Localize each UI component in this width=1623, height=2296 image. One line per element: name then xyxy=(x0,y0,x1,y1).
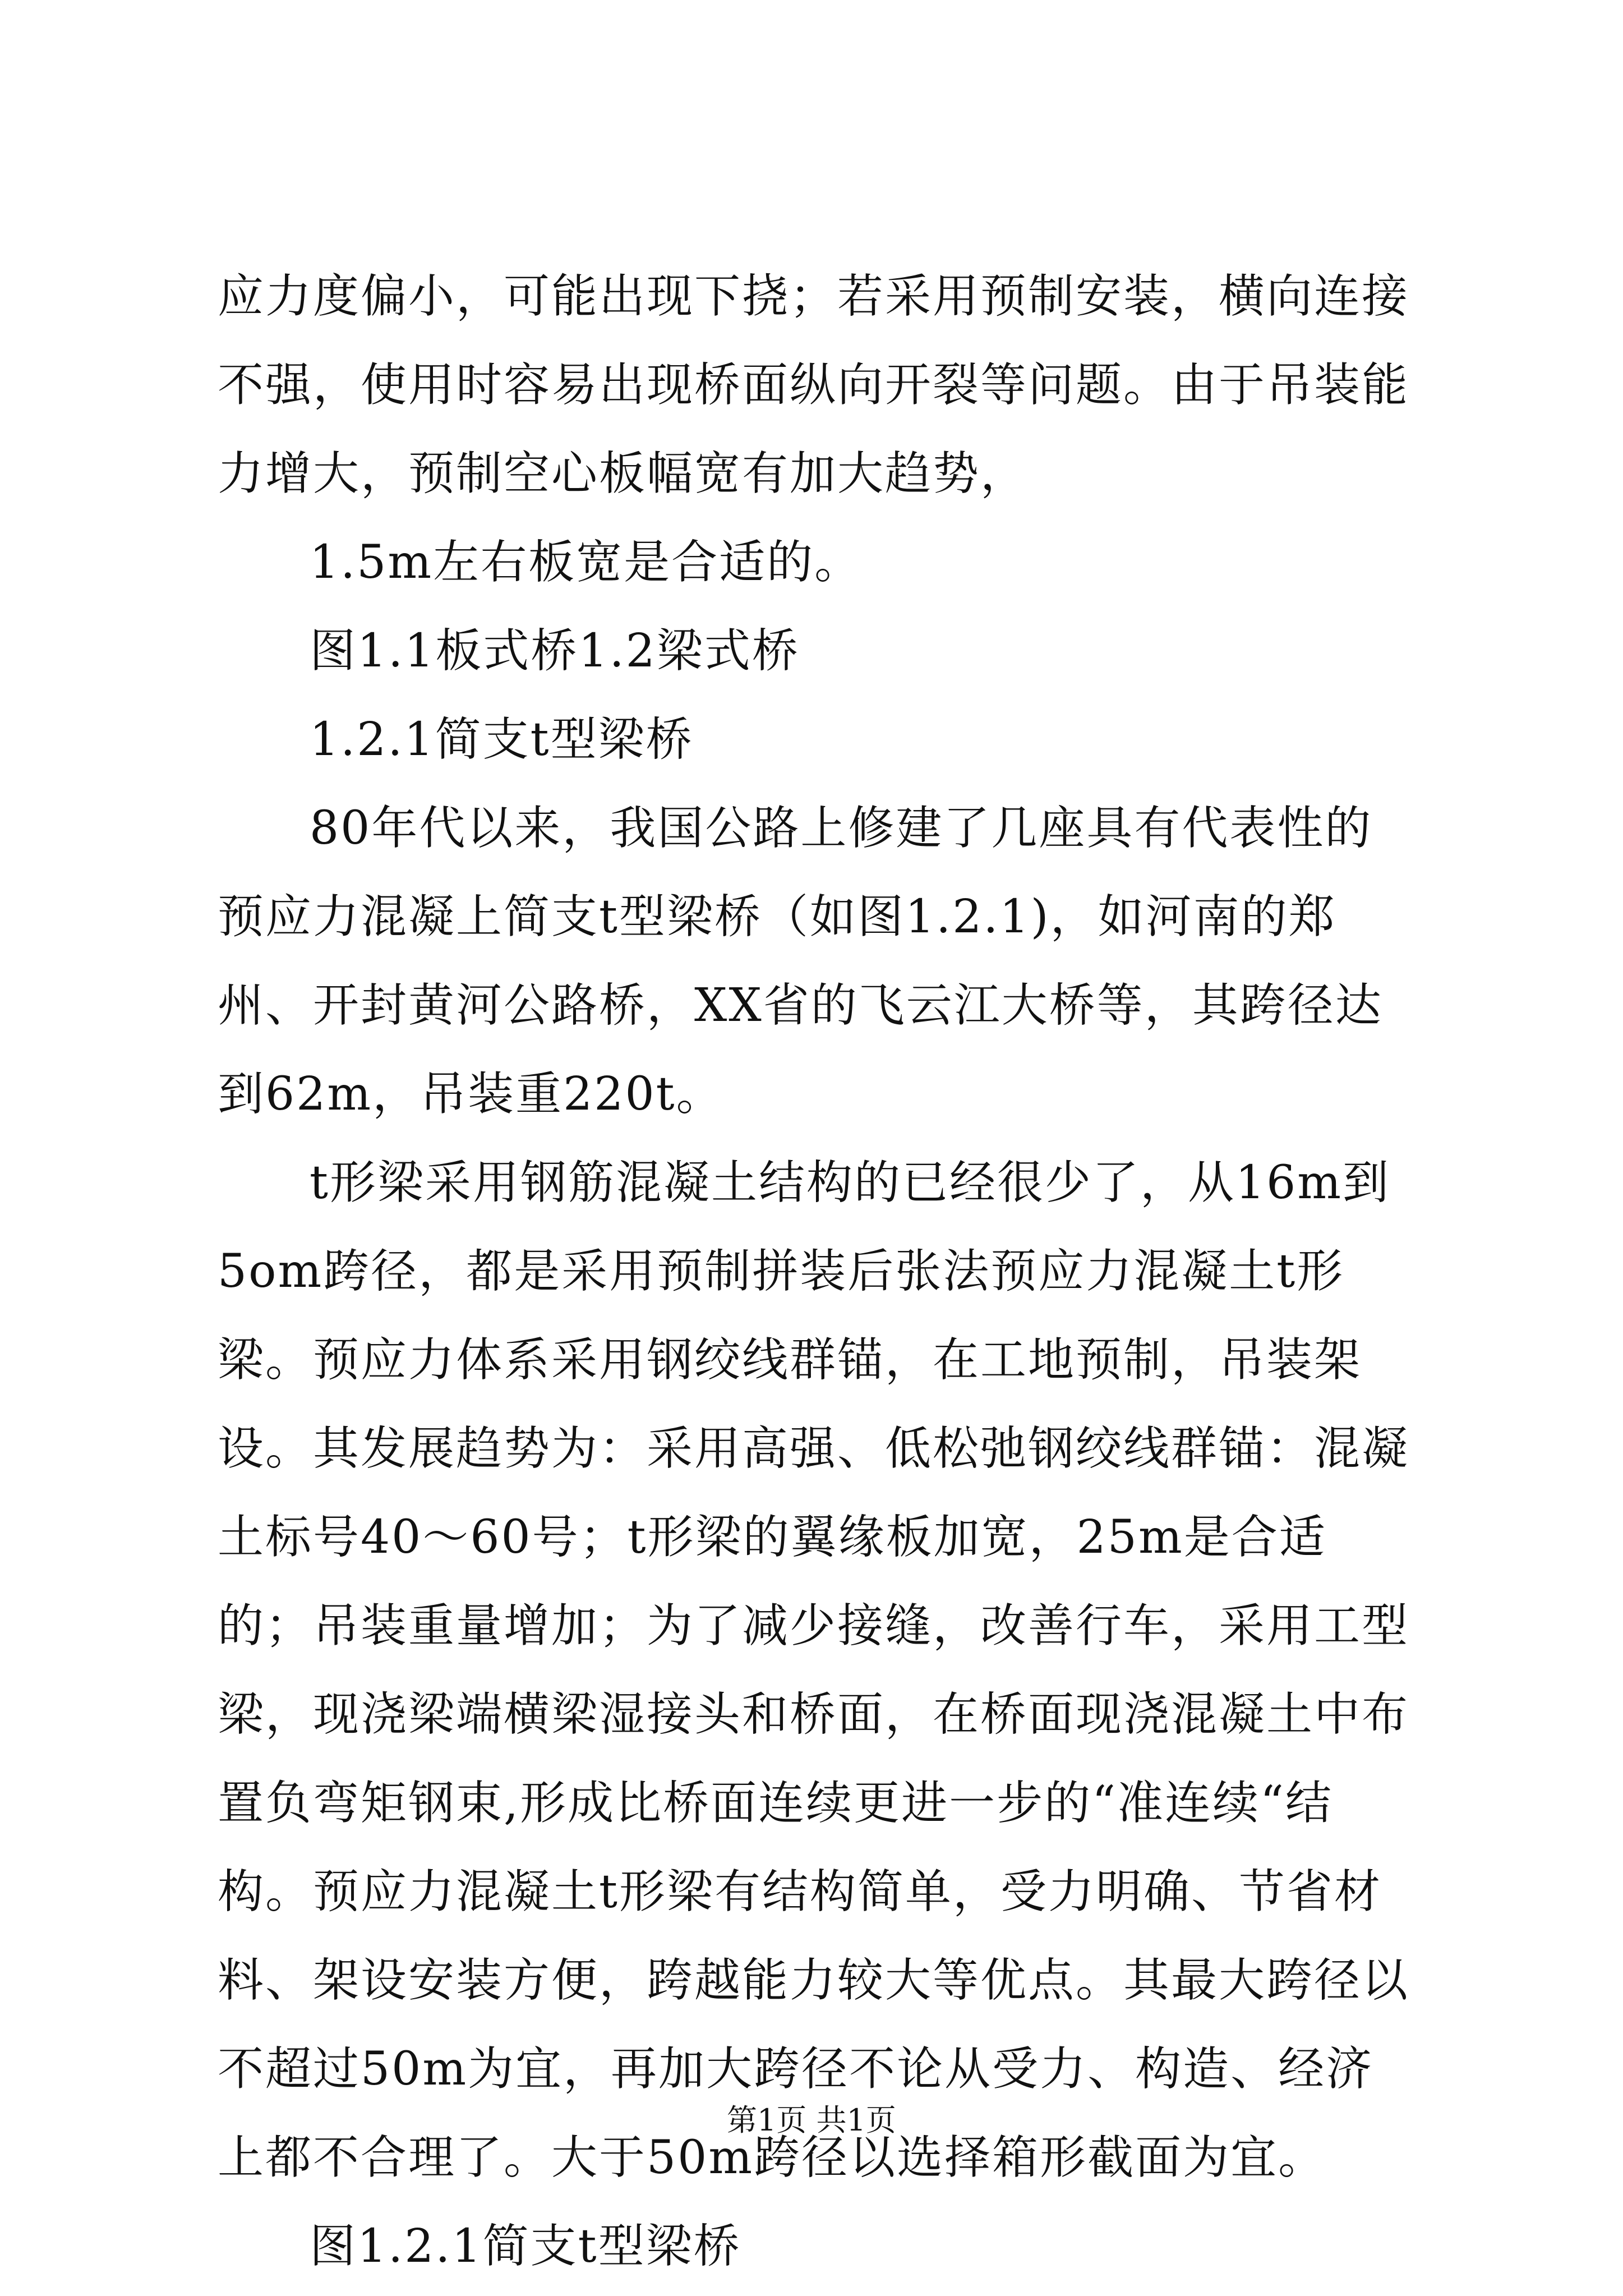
paragraph-t-beam: t形梁采用钢筋混凝土结构的已经很少了，从16m到5om跨径，都是采用预制拼装后张法预应力混凝土t形梁。预应力体系采用钢绞线群锚，在工地预制，吊装架设。其发展趋势为：采用高强、低松弛钢绞线群锚：混凝土标号40～60号；t形梁的翼缘板加宽，25m是合适的；吊装重量增加；为了减少接缝，改善行车，采用工型梁，现浇梁端横梁湿接头和桥面，在桥面现浇混凝土中布置负弯矩钢束,形成比桥面连续更进一步的“准连续“结构。预应力混凝土t形梁有结构简单，受力明确、节省材料、架设安装方便，跨越能力较大等优点。其最大跨径以不超过50m为宜，再加大跨径不论从受力、构造、经济上都不合理了。大于50m跨径以选择箱形截面为宜。 xyxy=(218,1156,1410,2184)
figure-caption-1-1: 图1.1板式桥1.2梁式桥 xyxy=(310,624,800,678)
section-heading-1-2-1: 1.2.1简支t型梁桥 xyxy=(310,713,694,766)
paragraph-board-width: 1.5m左右板宽是合适的。 xyxy=(310,536,863,589)
paragraph-continuation: 应力度偏小，可能出现下挠；若采用预制安装，横向连接不强，使用时容易出现桥面纵向开裂等问题。由于吊装能力增大，预制空心板幅宽有加大趋势， xyxy=(218,270,1410,500)
document-body xyxy=(218,252,1418,2291)
page-footer: 第1页 共1页 xyxy=(727,2102,896,2138)
paragraph-history: 80年代以来，我国公路上修建了几座具有代表性的预应力混凝上简支t型梁桥（如图1.2.1)，如河南的郑州、开封黄河公路桥，XX省的飞云江大桥等，其跨径达到62m，吊装重220t。 xyxy=(218,802,1383,1121)
figure-caption-1-2-1: 图1.2.1简支t型梁桥 xyxy=(310,2220,741,2273)
